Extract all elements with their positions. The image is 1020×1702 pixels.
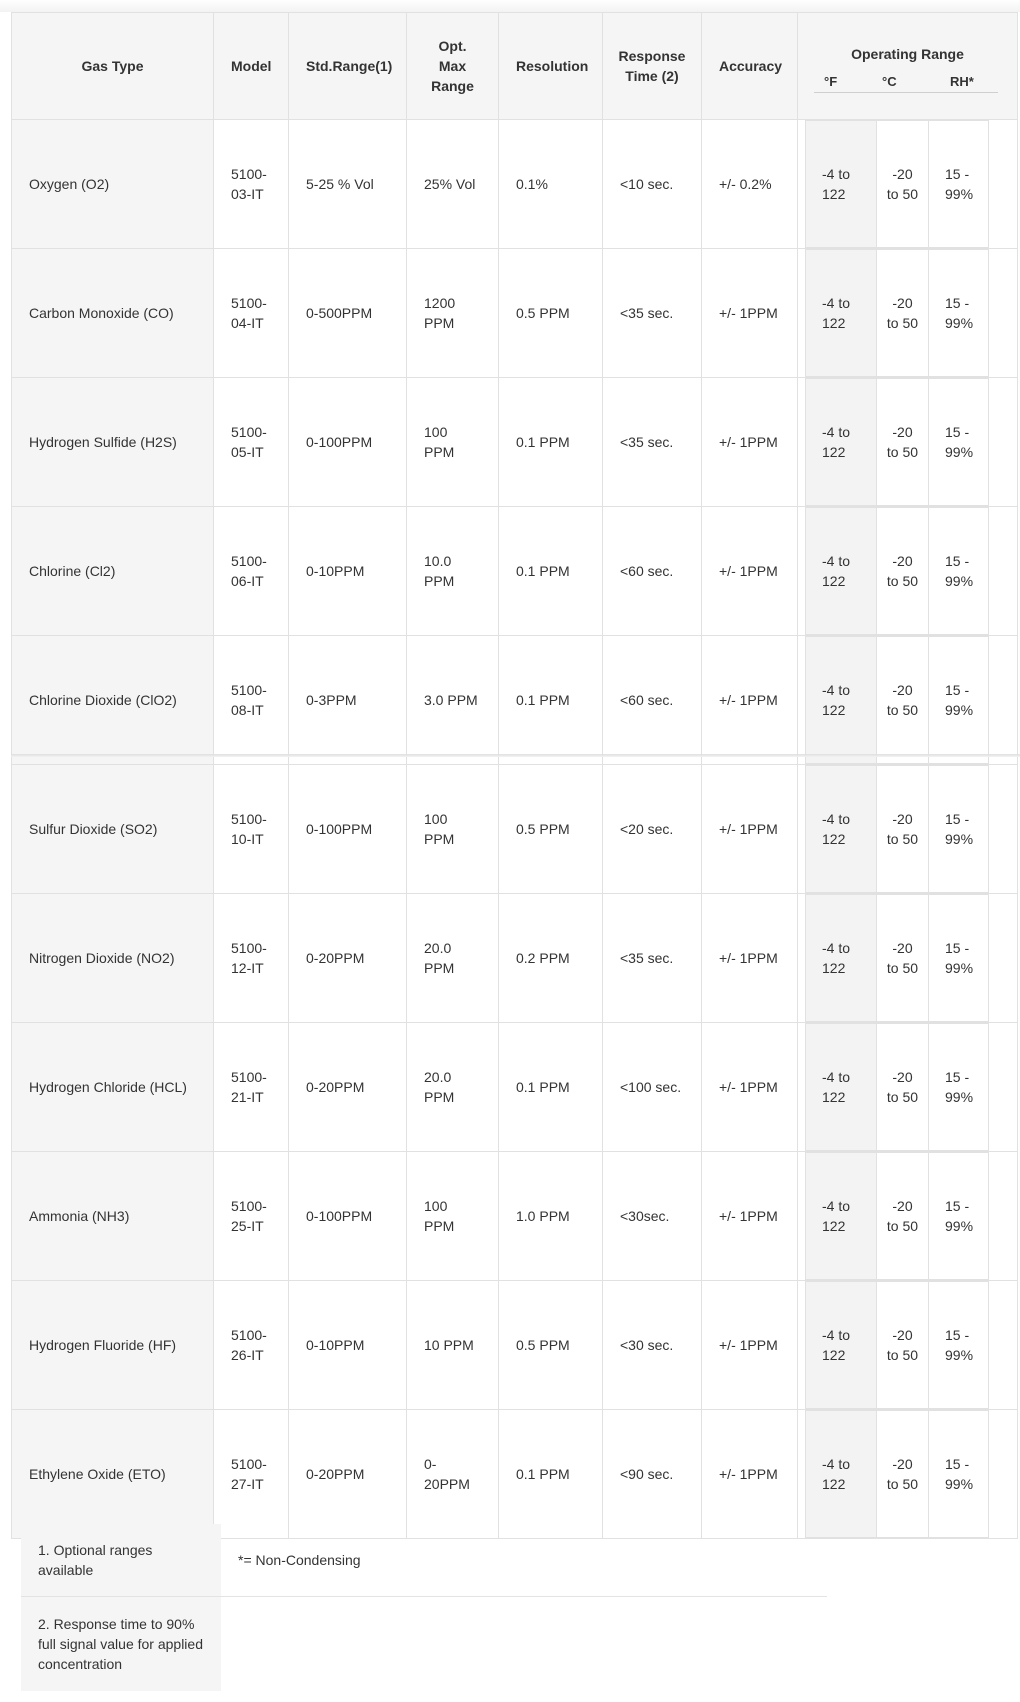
table-row — [12, 636, 1018, 765]
cell-opt-max-range: 3.0 PPM — [407, 636, 499, 765]
cell-resolution: 0.1 PPM — [499, 1410, 603, 1539]
cell-response-time: <100 sec. — [603, 1023, 702, 1152]
cell-accuracy: +/- 1PPM — [702, 378, 798, 507]
cell-resolution: 1.0 PPM — [499, 1152, 603, 1281]
cell-operating-range — [798, 1023, 1018, 1152]
table-row — [12, 1152, 1018, 1281]
cell-opt-max-range: 10.0 PPM — [407, 507, 499, 636]
operating-range-subtable — [805, 1410, 989, 1538]
op-celsius: -20 to 50 — [877, 1282, 929, 1409]
footnote-empty — [221, 1597, 827, 1692]
cell-resolution: 0.5 PPM — [499, 249, 603, 378]
operating-range-units — [814, 72, 998, 93]
op-rh: 15 - 99% — [929, 1282, 989, 1409]
operating-range-subtable — [805, 1023, 989, 1151]
cell-accuracy: +/- 1PPM — [702, 1152, 798, 1281]
unit-rh: RH* — [950, 73, 974, 89]
cell-opt-max-range: 100 PPM — [407, 1152, 499, 1281]
header-response-time: Response Time (2) — [603, 13, 702, 120]
cell-operating-range — [798, 1152, 1018, 1281]
cell-accuracy: +/- 1PPM — [702, 1023, 798, 1152]
op-rh: 15 - 99% — [929, 766, 989, 893]
cell-gas-type: Ammonia (NH3) — [12, 1152, 214, 1281]
cell-resolution: 0.5 PPM — [499, 1281, 603, 1410]
cell-response-time: <30sec. — [603, 1152, 702, 1281]
cell-std-range: 0-100PPM — [289, 765, 407, 894]
footnote-non-condensing: *= Non-Condensing — [221, 1524, 827, 1597]
cell-response-time: <10 sec. — [603, 120, 702, 249]
table-row — [12, 120, 1018, 249]
cell-operating-range — [798, 378, 1018, 507]
cell-model: 5100-06-IT — [214, 507, 289, 636]
footnotes-table — [21, 1524, 827, 1691]
op-celsius: -20 to 50 — [877, 1024, 929, 1151]
operating-range-subtable — [805, 120, 989, 248]
cell-std-range: 0-100PPM — [289, 1152, 407, 1281]
table-row — [12, 378, 1018, 507]
operating-range-subtable — [805, 636, 989, 764]
operating-range-subtable — [805, 378, 989, 506]
cell-operating-range — [798, 765, 1018, 894]
cell-accuracy: +/- 1PPM — [702, 636, 798, 765]
operating-range-subtable — [805, 1152, 989, 1280]
cell-accuracy: +/- 1PPM — [702, 1281, 798, 1410]
gas-spec-table-container — [11, 12, 1017, 1539]
cell-response-time: <35 sec. — [603, 249, 702, 378]
op-rh: 15 - 99% — [929, 250, 989, 377]
cell-response-time: <30 sec. — [603, 1281, 702, 1410]
footnote-2: 2. Response time to 90% full signal value for applied concentration — [21, 1597, 221, 1692]
header-opt-max-range: Opt. Max Range — [407, 13, 499, 120]
cell-model: 5100-03-IT — [214, 120, 289, 249]
unit-fahrenheit: °F — [824, 73, 838, 89]
cell-opt-max-range: 100 PPM — [407, 378, 499, 507]
cell-response-time: <20 sec. — [603, 765, 702, 894]
cell-accuracy: +/- 1PPM — [702, 765, 798, 894]
op-fahrenheit: -4 to 122 — [806, 1282, 877, 1409]
cell-operating-range — [798, 894, 1018, 1023]
cell-opt-max-range: 1200 PPM — [407, 249, 499, 378]
cell-opt-max-range: 10 PPM — [407, 1281, 499, 1410]
cell-operating-range — [798, 636, 1018, 765]
cell-gas-type: Ethylene Oxide (ETO) — [12, 1410, 214, 1539]
op-rh: 15 - 99% — [929, 1411, 989, 1538]
table-header-row — [12, 13, 1018, 120]
cell-opt-max-range: 25% Vol — [407, 120, 499, 249]
cell-opt-max-range: 100 PPM — [407, 765, 499, 894]
cell-accuracy: +/- 1PPM — [702, 249, 798, 378]
operating-range-title: Operating Range — [851, 45, 964, 62]
page-top-shadow — [0, 0, 1020, 12]
cell-opt-max-range: 20.0 PPM — [407, 1023, 499, 1152]
operating-range-subtable — [805, 249, 989, 377]
cell-std-range: 0-20PPM — [289, 1023, 407, 1152]
header-std-range: Std.Range(1) — [289, 13, 407, 120]
cell-gas-type: Sulfur Dioxide (SO2) — [12, 765, 214, 894]
cell-response-time: <90 sec. — [603, 1410, 702, 1539]
op-fahrenheit: -4 to 122 — [806, 508, 877, 635]
operating-range-subtable — [805, 1281, 989, 1409]
cell-operating-range — [798, 120, 1018, 249]
cell-gas-type: Nitrogen Dioxide (NO2) — [12, 894, 214, 1023]
op-celsius: -20 to 50 — [877, 766, 929, 893]
screenshot-seam-divider — [11, 754, 1020, 757]
op-fahrenheit: -4 to 122 — [806, 379, 877, 506]
cell-accuracy: +/- 0.2% — [702, 120, 798, 249]
cell-model: 5100-04-IT — [214, 249, 289, 378]
cell-operating-range — [798, 249, 1018, 378]
op-rh: 15 - 99% — [929, 508, 989, 635]
table-row — [12, 765, 1018, 894]
op-celsius: -20 to 50 — [877, 250, 929, 377]
cell-resolution: 0.5 PPM — [499, 765, 603, 894]
cell-std-range: 0-100PPM — [289, 378, 407, 507]
gas-spec-table — [11, 12, 1018, 1539]
cell-gas-type: Carbon Monoxide (CO) — [12, 249, 214, 378]
table-row — [12, 249, 1018, 378]
cell-model: 5100-21-IT — [214, 1023, 289, 1152]
cell-accuracy: +/- 1PPM — [702, 894, 798, 1023]
cell-resolution: 0.1 PPM — [499, 378, 603, 507]
cell-resolution: 0.1 PPM — [499, 507, 603, 636]
cell-response-time: <35 sec. — [603, 894, 702, 1023]
cell-response-time: <60 sec. — [603, 636, 702, 765]
cell-gas-type: Chlorine (Cl2) — [12, 507, 214, 636]
op-fahrenheit: -4 to 122 — [806, 1411, 877, 1538]
cell-model: 5100-12-IT — [214, 894, 289, 1023]
cell-response-time: <35 sec. — [603, 378, 702, 507]
cell-model: 5100-05-IT — [214, 378, 289, 507]
table-row — [12, 507, 1018, 636]
table-row — [12, 894, 1018, 1023]
cell-response-time: <60 sec. — [603, 507, 702, 636]
cell-std-range: 5-25 % Vol — [289, 120, 407, 249]
cell-model: 5100-10-IT — [214, 765, 289, 894]
cell-accuracy: +/- 1PPM — [702, 1410, 798, 1539]
op-rh: 15 - 99% — [929, 1153, 989, 1280]
footnotes — [21, 1524, 827, 1691]
op-fahrenheit: -4 to 122 — [806, 1024, 877, 1151]
op-fahrenheit: -4 to 122 — [806, 895, 877, 1022]
op-rh: 15 - 99% — [929, 637, 989, 764]
cell-std-range: 0-500PPM — [289, 249, 407, 378]
op-celsius: -20 to 50 — [877, 121, 929, 248]
table-row — [12, 1410, 1018, 1539]
table-row — [12, 1281, 1018, 1410]
op-fahrenheit: -4 to 122 — [806, 766, 877, 893]
header-accuracy: Accuracy — [702, 13, 798, 120]
operating-range-subtable — [805, 894, 989, 1022]
operating-range-subtable — [805, 765, 989, 893]
cell-opt-max-range: 20.0 PPM — [407, 894, 499, 1023]
op-rh: 15 - 99% — [929, 895, 989, 1022]
cell-gas-type: Oxygen (O2) — [12, 120, 214, 249]
cell-model: 5100-08-IT — [214, 636, 289, 765]
cell-std-range: 0-10PPM — [289, 1281, 407, 1410]
cell-gas-type: Hydrogen Chloride (HCL) — [12, 1023, 214, 1152]
cell-std-range: 0-10PPM — [289, 507, 407, 636]
cell-gas-type: Chlorine Dioxide (ClO2) — [12, 636, 214, 765]
cell-operating-range — [798, 1281, 1018, 1410]
cell-gas-type: Hydrogen Sulfide (H2S) — [12, 378, 214, 507]
op-fahrenheit: -4 to 122 — [806, 250, 877, 377]
op-celsius: -20 to 50 — [877, 895, 929, 1022]
cell-std-range: 0-3PPM — [289, 636, 407, 765]
header-model: Model — [214, 13, 289, 120]
cell-model: 5100-25-IT — [214, 1152, 289, 1281]
unit-celsius: °C — [882, 73, 897, 89]
cell-std-range: 0-20PPM — [289, 894, 407, 1023]
header-resolution: Resolution — [499, 13, 603, 120]
op-fahrenheit: -4 to 122 — [806, 121, 877, 248]
op-celsius: -20 to 50 — [877, 508, 929, 635]
cell-gas-type: Hydrogen Fluoride (HF) — [12, 1281, 214, 1410]
cell-model: 5100-26-IT — [214, 1281, 289, 1410]
op-celsius: -20 to 50 — [877, 379, 929, 506]
cell-opt-max-range: 0-20PPM — [407, 1410, 499, 1539]
op-fahrenheit: -4 to 122 — [806, 1153, 877, 1280]
cell-accuracy: +/- 1PPM — [702, 507, 798, 636]
cell-std-range: 0-20PPM — [289, 1410, 407, 1539]
cell-resolution: 0.2 PPM — [499, 894, 603, 1023]
op-celsius: -20 to 50 — [877, 1411, 929, 1538]
operating-range-subtable — [805, 507, 989, 635]
op-rh: 15 - 99% — [929, 121, 989, 248]
footnote-1: 1. Optional ranges available — [21, 1524, 221, 1597]
cell-operating-range — [798, 1410, 1018, 1539]
op-celsius: -20 to 50 — [877, 1153, 929, 1280]
op-rh: 15 - 99% — [929, 1024, 989, 1151]
cell-model: 5100-27-IT — [214, 1410, 289, 1539]
cell-resolution: 0.1 PPM — [499, 1023, 603, 1152]
cell-resolution: 0.1 PPM — [499, 636, 603, 765]
header-operating-range — [798, 13, 1018, 120]
table-row — [12, 1023, 1018, 1152]
op-celsius: -20 to 50 — [877, 637, 929, 764]
cell-operating-range — [798, 507, 1018, 636]
header-gas-type: Gas Type — [12, 13, 214, 120]
cell-resolution: 0.1% — [499, 120, 603, 249]
op-fahrenheit: -4 to 122 — [806, 637, 877, 764]
op-rh: 15 - 99% — [929, 379, 989, 506]
